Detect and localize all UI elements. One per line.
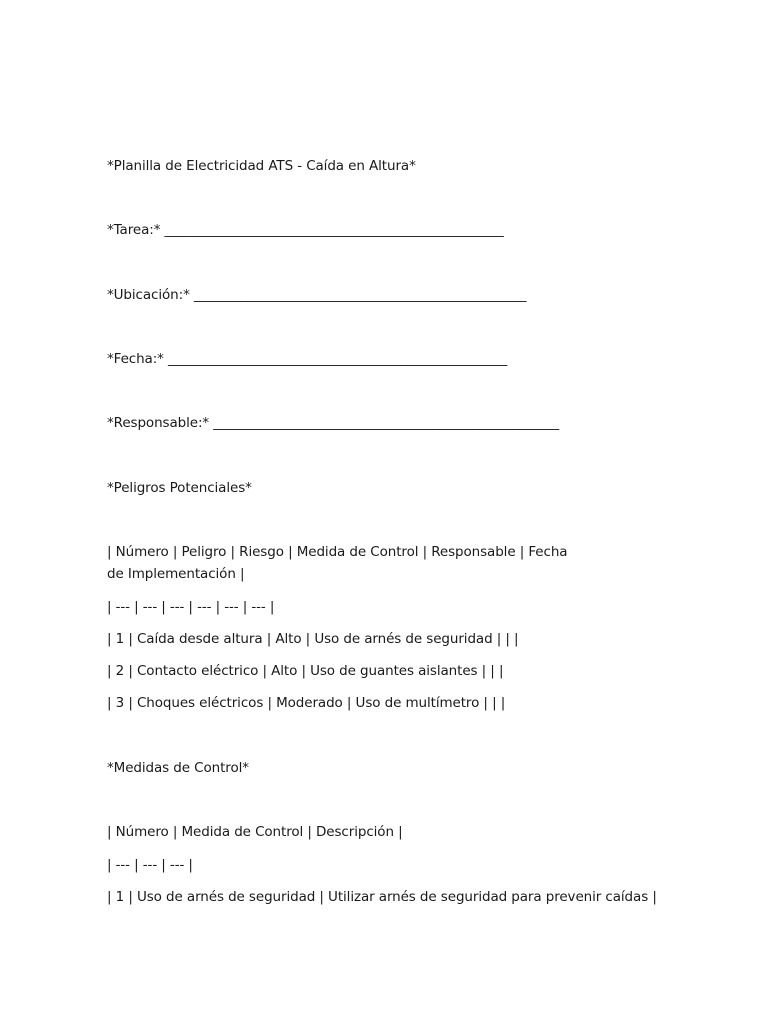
- hazards-row: | 1 | Caída desde altura | Alto | Uso de arnés de seguridad | | |: [107, 631, 519, 647]
- controls-separator-row: | --- | --- | --- |: [107, 857, 193, 873]
- field-fecha: *Fecha:* ___________________________________________________: [107, 351, 508, 367]
- field-ubicacion: *Ubicación:* __________________________________________________: [107, 287, 527, 303]
- controls-heading: *Medidas de Control*: [107, 760, 249, 776]
- hazards-heading: *Peligros Potenciales*: [107, 480, 252, 496]
- hazards-header-row: | Número | Peligro | Riesgo | Medida de Control | Responsable | Fecha de Implementación |: [107, 544, 568, 582]
- controls-row: | 1 | Uso de arnés de seguridad | Utilizar arnés de seguridad para prevenir caídas |: [107, 889, 657, 905]
- hazards-row: | 3 | Choques eléctricos | Moderado | Uso de multímetro | | |: [107, 695, 506, 711]
- hazards-row: | 2 | Contacto eléctrico | Alto | Uso de guantes aislantes | | |: [107, 663, 504, 679]
- field-tarea: *Tarea:* ___________________________________________________: [107, 222, 504, 238]
- field-responsable: *Responsable:* ____________________________________________________: [107, 415, 560, 431]
- controls-header-row: | Número | Medida de Control | Descripción |: [107, 824, 403, 840]
- document-title: *Planilla de Electricidad ATS - Caída en Altura*: [107, 158, 416, 174]
- hazards-separator-row: | --- | --- | --- | --- | --- | --- |: [107, 599, 275, 615]
